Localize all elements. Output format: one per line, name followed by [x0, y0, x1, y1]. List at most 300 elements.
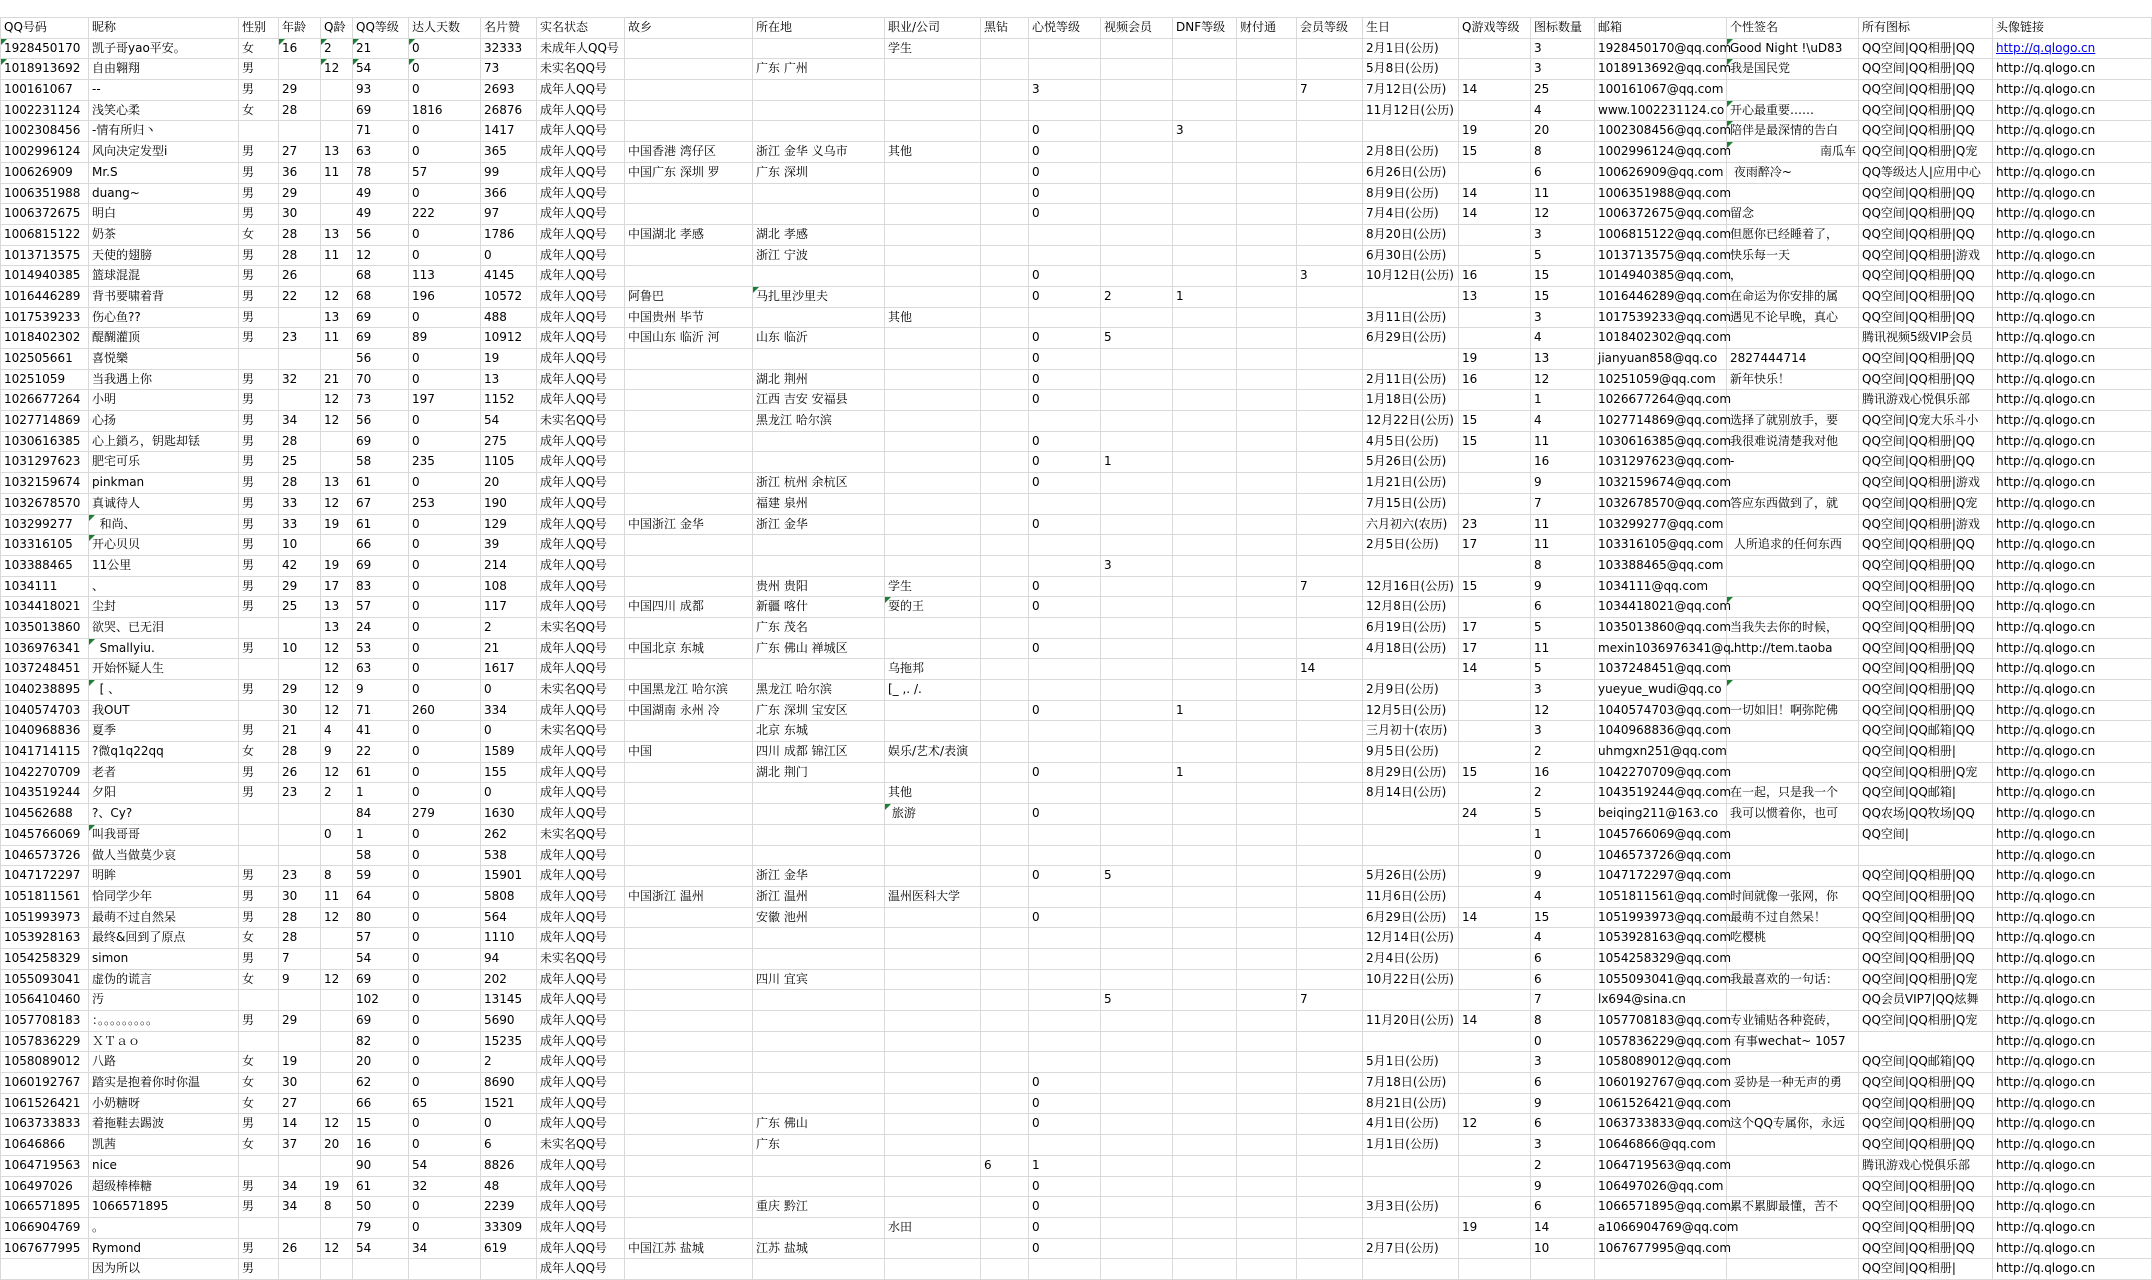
cell-rn[interactable]: 成年人QQ号: [537, 390, 625, 411]
cell-ai[interactable]: QQ会员VIP7|QQ炫舞: [1859, 990, 1993, 1011]
cell-ic[interactable]: 3: [1531, 224, 1595, 245]
cell-qq[interactable]: 1032159674: [1, 473, 89, 494]
cell-ic[interactable]: 11: [1531, 183, 1595, 204]
cell-loc[interactable]: 福建 泉州: [753, 493, 885, 514]
cell-nick[interactable]: Mr.S: [89, 162, 239, 183]
cell-nick[interactable]: 夕阳: [89, 783, 239, 804]
cell-ic[interactable]: 4: [1531, 328, 1595, 349]
cell-rn[interactable]: 成年人QQ号: [537, 969, 625, 990]
cell-age[interactable]: [279, 1155, 321, 1176]
cell-qq[interactable]: 1047172297: [1, 866, 89, 887]
cell-sex[interactable]: 男: [239, 948, 279, 969]
column-header-qq[interactable]: QQ号码: [1, 18, 89, 39]
cell-age[interactable]: 26: [279, 266, 321, 287]
cell-sex[interactable]: [239, 121, 279, 142]
cell-drn[interactable]: 279: [409, 804, 481, 825]
cell-dnf[interactable]: [1173, 38, 1237, 59]
cell-loc[interactable]: [753, 204, 885, 225]
cell-xy[interactable]: 0: [1029, 576, 1101, 597]
cell-lvl[interactable]: 90: [353, 1155, 409, 1176]
cell-qg[interactable]: 19: [1459, 121, 1531, 142]
cell-av[interactable]: http://q.qlogo.cn: [1993, 100, 2152, 121]
cell-ai[interactable]: QQ空间|QQ相册|QQ: [1859, 535, 1993, 556]
cell-nick[interactable]: Rymond: [89, 1238, 239, 1259]
cell-ic[interactable]: 12: [1531, 204, 1595, 225]
cell-ht[interactable]: 中国山东 临沂 河: [625, 328, 753, 349]
cell-ht[interactable]: 中国湖北 孝感: [625, 224, 753, 245]
cell-xy[interactable]: [1029, 783, 1101, 804]
cell-hz[interactable]: [981, 204, 1029, 225]
column-header-lik[interactable]: 名片赞: [481, 18, 537, 39]
cell-qq[interactable]: 1051993973: [1, 907, 89, 928]
cell-qage[interactable]: [321, 1093, 353, 1114]
column-header-qg[interactable]: Q游戏等级: [1459, 18, 1531, 39]
cell-rn[interactable]: 成年人QQ号: [537, 555, 625, 576]
cell-loc[interactable]: [753, 990, 885, 1011]
cell-hz[interactable]: [981, 245, 1029, 266]
cell-bd[interactable]: 8月20日(公历): [1363, 224, 1459, 245]
cell-job[interactable]: [885, 990, 981, 1011]
cell-qage[interactable]: 20: [321, 1135, 353, 1156]
cell-age[interactable]: 34: [279, 411, 321, 432]
cell-qage[interactable]: [321, 121, 353, 142]
cell-rn[interactable]: 成年人QQ号: [537, 700, 625, 721]
cell-dnf[interactable]: [1173, 783, 1237, 804]
cell-lvl[interactable]: 53: [353, 638, 409, 659]
cell-sex[interactable]: 男: [239, 328, 279, 349]
cell-loc[interactable]: [753, 948, 885, 969]
cell-age[interactable]: 7: [279, 948, 321, 969]
cell-lvl[interactable]: 69: [353, 328, 409, 349]
cell-dnf[interactable]: [1173, 680, 1237, 701]
cell-em[interactable]: a1066904769@qq.com: [1595, 1217, 1727, 1238]
cell-em[interactable]: 10646866@qq.com: [1595, 1135, 1727, 1156]
cell-ic[interactable]: 15: [1531, 907, 1595, 928]
cell-qq[interactable]: 1035013860: [1, 617, 89, 638]
cell-ai[interactable]: QQ空间|QQ相册|QQ: [1859, 680, 1993, 701]
cell-drn[interactable]: 0: [409, 555, 481, 576]
cell-em[interactable]: 1037248451@qq.com: [1595, 659, 1727, 680]
cell-qage[interactable]: 12: [321, 59, 353, 80]
cell-em[interactable]: 1063733833@qq.com: [1595, 1114, 1727, 1135]
cell-ai[interactable]: QQ空间|QQ相册|QQ: [1859, 866, 1993, 887]
cell-qg[interactable]: [1459, 990, 1531, 1011]
cell-xy[interactable]: [1029, 493, 1101, 514]
cell-av[interactable]: http://q.qlogo.cn: [1993, 617, 2152, 638]
cell-nick[interactable]: 明眸: [89, 866, 239, 887]
cell-qq[interactable]: 1057708183: [1, 1011, 89, 1032]
cell-ht[interactable]: [625, 349, 753, 370]
cell-sig[interactable]: [1727, 948, 1859, 969]
cell-qg[interactable]: 23: [1459, 514, 1531, 535]
cell-drn[interactable]: 0: [409, 431, 481, 452]
cell-age[interactable]: 42: [279, 555, 321, 576]
cell-av[interactable]: http://q.qlogo.cn: [1993, 266, 2152, 287]
cell-rn[interactable]: 成年人QQ号: [537, 1031, 625, 1052]
cell-qq[interactable]: 1016446289: [1, 286, 89, 307]
cell-ic[interactable]: 3: [1531, 1052, 1595, 1073]
cell-dnf[interactable]: [1173, 969, 1237, 990]
cell-age[interactable]: 28: [279, 100, 321, 121]
cell-vip[interactable]: [1297, 142, 1363, 163]
cell-sig[interactable]: 答应东西做到了，就: [1727, 493, 1859, 514]
cell-bd[interactable]: 2月11日(公历): [1363, 369, 1459, 390]
cell-hz[interactable]: [981, 349, 1029, 370]
cell-dnf[interactable]: 1: [1173, 286, 1237, 307]
cell-hz[interactable]: [981, 1238, 1029, 1259]
cell-age[interactable]: [279, 349, 321, 370]
cell-ai[interactable]: QQ空间|QQ相册|QQ: [1859, 1176, 1993, 1197]
cell-job[interactable]: [885, 1073, 981, 1094]
cell-hz[interactable]: [981, 473, 1029, 494]
cell-lik[interactable]: 94: [481, 948, 537, 969]
cell-av[interactable]: http://q.qlogo.cn: [1993, 638, 2152, 659]
cell-xy[interactable]: [1029, 307, 1101, 328]
cell-lvl[interactable]: 22: [353, 742, 409, 763]
cell-qage[interactable]: 12: [321, 680, 353, 701]
cell-dnf[interactable]: [1173, 1155, 1237, 1176]
cell-job[interactable]: [885, 762, 981, 783]
cell-qg[interactable]: [1459, 1093, 1531, 1114]
cell-dnf[interactable]: [1173, 224, 1237, 245]
cell-vip[interactable]: [1297, 680, 1363, 701]
cell-ic[interactable]: 15: [1531, 286, 1595, 307]
cell-age[interactable]: 29: [279, 80, 321, 101]
cell-bd[interactable]: [1363, 1259, 1459, 1280]
cell-cft[interactable]: [1237, 349, 1297, 370]
cell-hz[interactable]: [981, 990, 1029, 1011]
cell-vid[interactable]: [1101, 617, 1173, 638]
cell-qage[interactable]: 13: [321, 307, 353, 328]
cell-rn[interactable]: 成年人QQ号: [537, 1155, 625, 1176]
cell-loc[interactable]: [753, 349, 885, 370]
cell-av[interactable]: http://q.qlogo.cn: [1993, 969, 2152, 990]
cell-loc[interactable]: 广东: [753, 1135, 885, 1156]
cell-cft[interactable]: [1237, 121, 1297, 142]
cell-xy[interactable]: 0: [1029, 1197, 1101, 1218]
column-header-hz[interactable]: 黑钻: [981, 18, 1029, 39]
cell-lik[interactable]: 190: [481, 493, 537, 514]
cell-av[interactable]: http://q.qlogo.cn: [1993, 845, 2152, 866]
cell-vid[interactable]: [1101, 59, 1173, 80]
cell-drn[interactable]: 0: [409, 576, 481, 597]
cell-vid[interactable]: 5: [1101, 990, 1173, 1011]
cell-drn[interactable]: 197: [409, 390, 481, 411]
cell-lik[interactable]: 2: [481, 1052, 537, 1073]
cell-av[interactable]: http://q.qlogo.cn: [1993, 162, 2152, 183]
cell-qage[interactable]: [321, 1031, 353, 1052]
cell-av[interactable]: http://q.qlogo.cn: [1993, 328, 2152, 349]
cell-loc[interactable]: 广东 深圳 宝安区: [753, 700, 885, 721]
cell-dnf[interactable]: [1173, 866, 1237, 887]
cell-ht[interactable]: [625, 535, 753, 556]
cell-loc[interactable]: 广东 广州: [753, 59, 885, 80]
cell-bd[interactable]: 7月4日(公历): [1363, 204, 1459, 225]
cell-drn[interactable]: 0: [409, 80, 481, 101]
cell-ht[interactable]: [625, 1197, 753, 1218]
column-header-dnf[interactable]: DNF等级: [1173, 18, 1237, 39]
cell-xy[interactable]: 0: [1029, 700, 1101, 721]
cell-qage[interactable]: [321, 1155, 353, 1176]
cell-em[interactable]: 1026677264@qq.com: [1595, 390, 1727, 411]
cell-em[interactable]: www.1002231124.co: [1595, 100, 1727, 121]
cell-hz[interactable]: [981, 886, 1029, 907]
cell-dnf[interactable]: [1173, 1238, 1237, 1259]
cell-hz[interactable]: [981, 1073, 1029, 1094]
cell-job[interactable]: [885, 224, 981, 245]
cell-vid[interactable]: [1101, 390, 1173, 411]
cell-em[interactable]: 1013713575@qq.com: [1595, 245, 1727, 266]
cell-ic[interactable]: 20: [1531, 121, 1595, 142]
cell-drn[interactable]: 0: [409, 1011, 481, 1032]
cell-vid[interactable]: [1101, 907, 1173, 928]
cell-bd[interactable]: [1363, 1155, 1459, 1176]
cell-drn[interactable]: 0: [409, 307, 481, 328]
cell-age[interactable]: 34: [279, 1197, 321, 1218]
cell-bd[interactable]: 6月19日(公历): [1363, 617, 1459, 638]
cell-ic[interactable]: 2: [1531, 742, 1595, 763]
cell-drn[interactable]: 0: [409, 1052, 481, 1073]
cell-qq[interactable]: 1054258329: [1, 948, 89, 969]
cell-ai[interactable]: QQ空间|QQ相册|Q宠: [1859, 1011, 1993, 1032]
cell-bd[interactable]: [1363, 990, 1459, 1011]
cell-ht[interactable]: [625, 1217, 753, 1238]
cell-bd[interactable]: 2月5日(公历): [1363, 535, 1459, 556]
cell-nick[interactable]: 做人当做莫少哀: [89, 845, 239, 866]
column-header-em[interactable]: 邮箱: [1595, 18, 1727, 39]
cell-lik[interactable]: 1152: [481, 390, 537, 411]
cell-vip[interactable]: [1297, 369, 1363, 390]
cell-qage[interactable]: 12: [321, 493, 353, 514]
cell-sex[interactable]: 男: [239, 473, 279, 494]
cell-ai[interactable]: QQ空间|QQ相册|QQ: [1859, 1197, 1993, 1218]
cell-xy[interactable]: [1029, 100, 1101, 121]
cell-nick[interactable]: 天使的翅膀: [89, 245, 239, 266]
cell-qg[interactable]: [1459, 1135, 1531, 1156]
cell-nick[interactable]: 因为所以: [89, 1259, 239, 1280]
cell-rn[interactable]: 成年人QQ号: [537, 1176, 625, 1197]
cell-nick[interactable]: 凯茜: [89, 1135, 239, 1156]
cell-vip[interactable]: [1297, 1238, 1363, 1259]
cell-vid[interactable]: [1101, 411, 1173, 432]
cell-em[interactable]: 1034418021@qq.com: [1595, 597, 1727, 618]
cell-em[interactable]: 1928450170@qq.com: [1595, 38, 1727, 59]
cell-qq[interactable]: 1037248451: [1, 659, 89, 680]
cell-ht[interactable]: [625, 907, 753, 928]
cell-xy[interactable]: 0: [1029, 142, 1101, 163]
cell-dnf[interactable]: [1173, 59, 1237, 80]
cell-lik[interactable]: 15235: [481, 1031, 537, 1052]
cell-sex[interactable]: 男: [239, 762, 279, 783]
cell-qq[interactable]: 1042270709: [1, 762, 89, 783]
cell-job[interactable]: [885, 452, 981, 473]
cell-qg[interactable]: [1459, 680, 1531, 701]
cell-ht[interactable]: [625, 80, 753, 101]
cell-ic[interactable]: [1531, 1259, 1595, 1280]
cell-xy[interactable]: 0: [1029, 286, 1101, 307]
cell-drn[interactable]: 0: [409, 866, 481, 887]
cell-lik[interactable]: 2693: [481, 80, 537, 101]
cell-em[interactable]: 106497026@qq.com: [1595, 1176, 1727, 1197]
cell-loc[interactable]: [753, 1093, 885, 1114]
cell-loc[interactable]: 马扎里沙里夫: [753, 286, 885, 307]
cell-loc[interactable]: [753, 535, 885, 556]
cell-job[interactable]: [885, 1135, 981, 1156]
cell-sex[interactable]: 男: [239, 307, 279, 328]
cell-ic[interactable]: 0: [1531, 845, 1595, 866]
cell-age[interactable]: [279, 659, 321, 680]
cell-hz[interactable]: [981, 514, 1029, 535]
cell-qage[interactable]: [321, 928, 353, 949]
cell-dnf[interactable]: [1173, 742, 1237, 763]
cell-loc[interactable]: [753, 1073, 885, 1094]
cell-sex[interactable]: 男: [239, 1011, 279, 1032]
cell-loc[interactable]: 浙江 宁波: [753, 245, 885, 266]
cell-job[interactable]: 其他: [885, 142, 981, 163]
cell-drn[interactable]: 0: [409, 783, 481, 804]
cell-qage[interactable]: 2: [321, 38, 353, 59]
cell-dnf[interactable]: [1173, 142, 1237, 163]
cell-lik[interactable]: 20: [481, 473, 537, 494]
cell-sex[interactable]: 男: [239, 162, 279, 183]
cell-age[interactable]: 25: [279, 452, 321, 473]
cell-dnf[interactable]: [1173, 990, 1237, 1011]
cell-rn[interactable]: 未实名QQ号: [537, 721, 625, 742]
cell-rn[interactable]: 成年人QQ号: [537, 638, 625, 659]
cell-nick[interactable]: Smallyiu.: [89, 638, 239, 659]
cell-job[interactable]: [885, 162, 981, 183]
cell-age[interactable]: [279, 1031, 321, 1052]
cell-sig[interactable]: 有事wechat~ 1057: [1727, 1031, 1859, 1052]
cell-qage[interactable]: [321, 431, 353, 452]
cell-qg[interactable]: 16: [1459, 266, 1531, 287]
cell-xy[interactable]: [1029, 59, 1101, 80]
cell-bd[interactable]: [1363, 804, 1459, 825]
cell-ai[interactable]: [1859, 845, 1993, 866]
cell-bd[interactable]: [1363, 659, 1459, 680]
cell-age[interactable]: 28: [279, 928, 321, 949]
cell-sex[interactable]: 男: [239, 597, 279, 618]
cell-qage[interactable]: 12: [321, 390, 353, 411]
cell-job[interactable]: [885, 1176, 981, 1197]
cell-vid[interactable]: [1101, 1176, 1173, 1197]
cell-vip[interactable]: [1297, 617, 1363, 638]
cell-ic[interactable]: 4: [1531, 928, 1595, 949]
cell-vip[interactable]: [1297, 1197, 1363, 1218]
cell-em[interactable]: 1035013860@qq.com: [1595, 617, 1727, 638]
cell-hz[interactable]: [981, 411, 1029, 432]
cell-loc[interactable]: [753, 804, 885, 825]
cell-drn[interactable]: 0: [409, 1197, 481, 1218]
cell-dnf[interactable]: [1173, 535, 1237, 556]
cell-qq[interactable]: 1018913692: [1, 59, 89, 80]
cell-ht[interactable]: [625, 555, 753, 576]
cell-ic[interactable]: 6: [1531, 162, 1595, 183]
cell-vip[interactable]: [1297, 638, 1363, 659]
cell-lik[interactable]: 33309: [481, 1217, 537, 1238]
cell-xy[interactable]: 0: [1029, 638, 1101, 659]
cell-lik[interactable]: 39: [481, 535, 537, 556]
cell-cft[interactable]: [1237, 473, 1297, 494]
cell-av[interactable]: http://q.qlogo.cn: [1993, 1259, 2152, 1280]
cell-sex[interactable]: 男: [239, 452, 279, 473]
cell-cft[interactable]: [1237, 907, 1297, 928]
cell-dnf[interactable]: [1173, 390, 1237, 411]
cell-qage[interactable]: 12: [321, 1238, 353, 1259]
cell-sex[interactable]: 男: [239, 390, 279, 411]
cell-loc[interactable]: [753, 452, 885, 473]
cell-ic[interactable]: 7: [1531, 493, 1595, 514]
cell-bd[interactable]: 11月12日(公历): [1363, 100, 1459, 121]
cell-sex[interactable]: 男: [239, 514, 279, 535]
cell-bd[interactable]: [1363, 555, 1459, 576]
cell-loc[interactable]: 湖北 荆门: [753, 762, 885, 783]
cell-ht[interactable]: [625, 762, 753, 783]
cell-ai[interactable]: QQ空间|QQ相册|QQ: [1859, 183, 1993, 204]
cell-av[interactable]: http://q.qlogo.cn: [1993, 80, 2152, 101]
cell-em[interactable]: 1018402302@qq.com: [1595, 328, 1727, 349]
cell-drn[interactable]: 0: [409, 121, 481, 142]
cell-em[interactable]: 1053928163@qq.com: [1595, 928, 1727, 949]
column-header-av[interactable]: 头像链接: [1993, 18, 2152, 39]
cell-lik[interactable]: 99: [481, 162, 537, 183]
cell-hz[interactable]: [981, 431, 1029, 452]
cell-qq[interactable]: 1041714115: [1, 742, 89, 763]
cell-ic[interactable]: 8: [1531, 555, 1595, 576]
cell-rn[interactable]: 成年人QQ号: [537, 162, 625, 183]
cell-ai[interactable]: QQ空间|QQ相册|QQ: [1859, 224, 1993, 245]
cell-lik[interactable]: 8826: [481, 1155, 537, 1176]
cell-qage[interactable]: [321, 183, 353, 204]
cell-em[interactable]: 1064719563@qq.com: [1595, 1155, 1727, 1176]
cell-dnf[interactable]: [1173, 928, 1237, 949]
cell-loc[interactable]: 浙江 杭州 余杭区: [753, 473, 885, 494]
cell-ai[interactable]: QQ空间|QQ相册|QQ: [1859, 700, 1993, 721]
cell-rn[interactable]: 成年人QQ号: [537, 928, 625, 949]
cell-vip[interactable]: [1297, 473, 1363, 494]
cell-rn[interactable]: 成年人QQ号: [537, 473, 625, 494]
cell-xy[interactable]: 0: [1029, 1114, 1101, 1135]
cell-em[interactable]: 1067677995@qq.com: [1595, 1238, 1727, 1259]
cell-rn[interactable]: 未实名QQ号: [537, 824, 625, 845]
cell-lvl[interactable]: 69: [353, 1011, 409, 1032]
cell-job[interactable]: [885, 493, 981, 514]
cell-qq[interactable]: 1002308456: [1, 121, 89, 142]
cell-loc[interactable]: 贵州 贵阳: [753, 576, 885, 597]
cell-qg[interactable]: 12: [1459, 1114, 1531, 1135]
column-header-loc[interactable]: 所在地: [753, 18, 885, 39]
cell-lvl[interactable]: 24: [353, 617, 409, 638]
cell-loc[interactable]: [753, 1052, 885, 1073]
cell-lik[interactable]: 1786: [481, 224, 537, 245]
cell-loc[interactable]: [753, 1176, 885, 1197]
cell-drn[interactable]: 0: [409, 617, 481, 638]
cell-xy[interactable]: [1029, 617, 1101, 638]
cell-bd[interactable]: 7月12日(公历): [1363, 80, 1459, 101]
cell-sex[interactable]: 男: [239, 493, 279, 514]
cell-cft[interactable]: [1237, 224, 1297, 245]
cell-loc[interactable]: 黑龙江 哈尔滨: [753, 680, 885, 701]
cell-bd[interactable]: 6月29日(公历): [1363, 328, 1459, 349]
cell-loc[interactable]: [753, 555, 885, 576]
cell-hz[interactable]: [981, 928, 1029, 949]
cell-sex[interactable]: 男: [239, 431, 279, 452]
cell-qage[interactable]: 11: [321, 162, 353, 183]
cell-age[interactable]: 36: [279, 162, 321, 183]
cell-nick[interactable]: 风向决定发型i: [89, 142, 239, 163]
column-header-qage[interactable]: Q龄: [321, 18, 353, 39]
cell-nick[interactable]: 篮球混混: [89, 266, 239, 287]
